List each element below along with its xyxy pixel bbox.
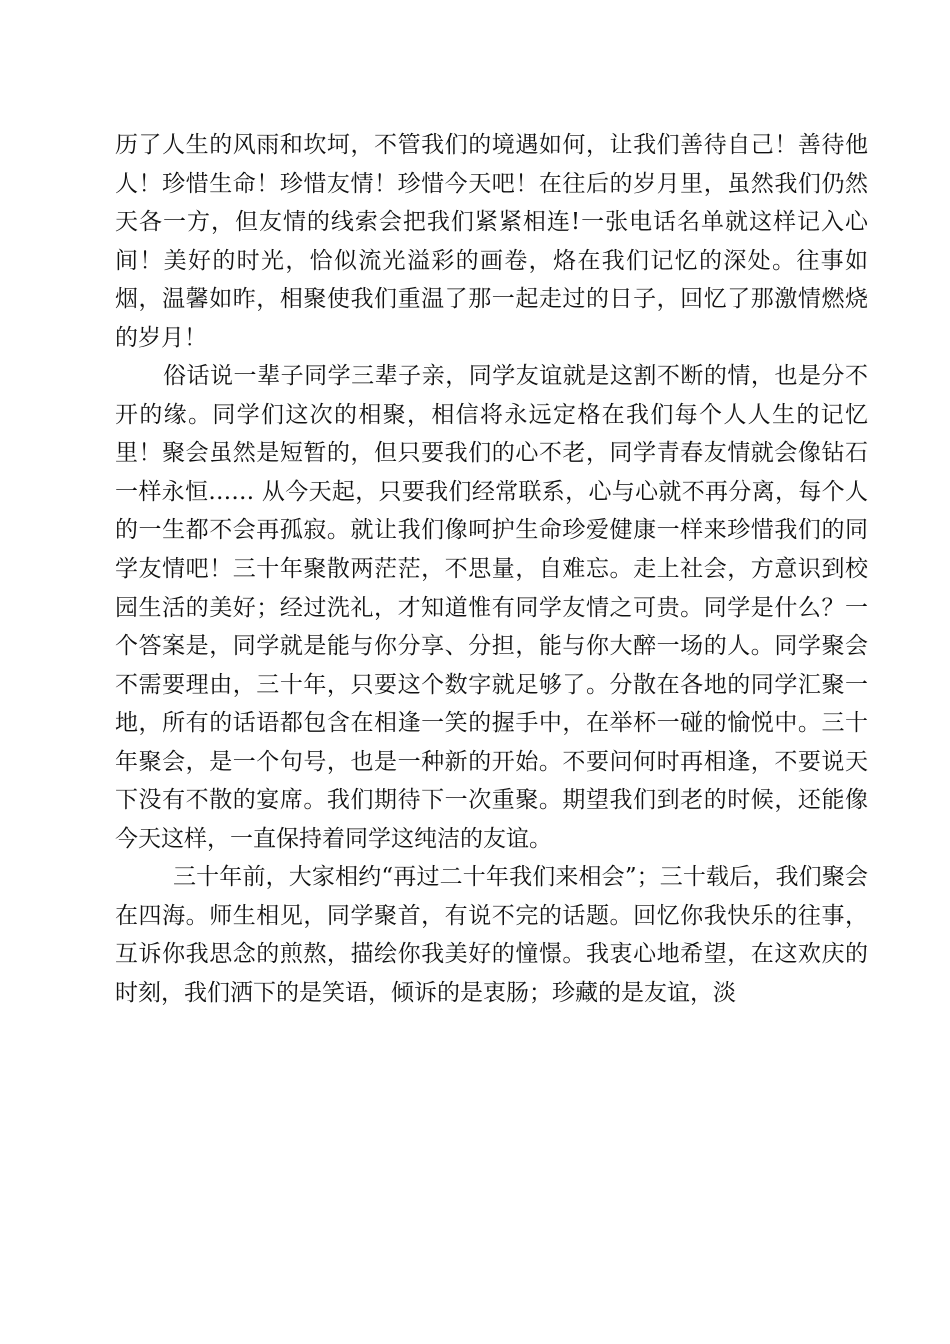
- document-body: [115, 126, 868, 1013]
- paragraph-2: 俗话说一辈子同学三辈子亲，同学友谊就是这割不断的情，也是分不开的缘。同学们这次的相聚，相信将永远定格在我们每个人人生的记忆里！聚会虽然是短暂的，但只要我们的心不老，同学青春友情就会像钻石一样永恒…… 从今天起，只要我们经常联系，心与心就不再分离，每个人的一生都不会再孤寂。就让我们像呵护生命珍爱健康一样来珍惜我们的同学友情吧！三十年聚散两茫茫，不思量，自难忘。走上社会，方意识到校园生活的美好；经过洗礼，才知道惟有同学友情之可贵。同学是什么？一个答案是，同学就是能与你分享、分担，能与你大醉一场的人。同学聚会不需要理由，三十年，只要这个数字就足够了。分散在各地的同学汇聚一地，所有的话语都包含在相逢一笑的握手中，在举杯一碰的愉悦中。三十年聚会，是一个句号，也是一种新的开始。不要问何时再相逢，不要说天下没有不散的宴席。我们期待下一次重聚。期望我们到老的时候，还能像今天这样，一直保持着同学这纯洁的友谊。: [115, 363, 868, 852]
- paragraph-3: 三十年前，大家相约“再过二十年我们来相会”；三十载后，我们聚会在四海。师生相见，同学聚首，有说不完的话题。回忆你我快乐的往事，互诉你我思念的煎熬，描绘你我美好的憧憬。我衷心地希望，在这欢庆的时刻，我们洒下的是笑语，倾诉的是衷肠；珍藏的是友谊，淡: [115, 864, 868, 1007]
- paragraph-1: 历了人生的风雨和坎坷，不管我们的境遇如何，让我们善待自己！善待他人！珍惜生命！珍惜友情！珍惜今天吧！在往后的岁月里，虽然我们仍然天各一方，但友情的线索会把我们紧紧相连!一张电话名单就这样记入心间！美好的时光，恰似流光溢彩的画卷，烙在我们记忆的深处。往事如烟，温馨如昨，相聚使我们重温了那一起走过的日子，回忆了那激情燃烧的岁月！: [115, 132, 868, 351]
